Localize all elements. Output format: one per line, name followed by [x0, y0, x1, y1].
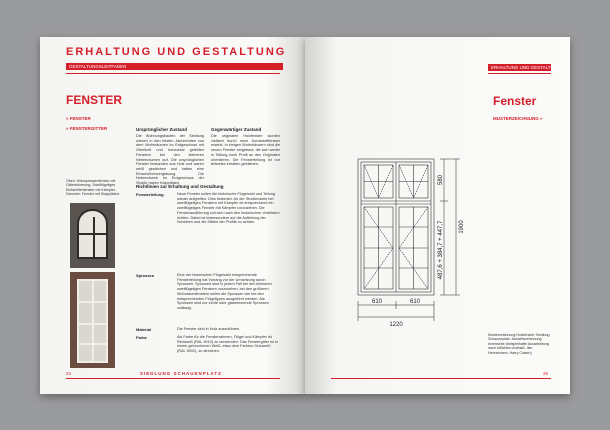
section-rule-right: [488, 73, 551, 74]
photo-caption: Oben: Holzsprossenfenster mit Gittersicherung. Zweiflügeliges Einfamilienfenster mit Kämpfer. Darunter: Fenster mit Klappläden.: [66, 179, 120, 196]
row-label-sprossen: Sprossen: [136, 273, 155, 278]
row-label-fensterteilung: Fensterteilung: [136, 192, 164, 197]
window-technical-drawing: [340, 155, 480, 387]
dim-height-total: 1900: [459, 220, 465, 234]
footer-title: SIEDLUNG SCHAUENPLATZ: [140, 371, 222, 376]
row-label-material: Material: [136, 327, 152, 332]
drawing-caption: Musterzeichnung Holzfenster Siedlung Schauenplatz: Ansichtszeichnung Innenseite (beispielhafte Ausarbeitung nach örtlichem Aufmaß, Ilse Hennemann, Harry Clasen): [488, 333, 550, 355]
row-label-farbe: Farbe: [136, 335, 147, 340]
page-title: ERHALTUNG UND GESTALTUNG: [66, 46, 287, 58]
section-heading-right: Fenster: [493, 94, 537, 108]
open-brochure: [40, 37, 570, 394]
footer-rule-right: [331, 378, 551, 379]
right-page: [305, 37, 570, 394]
link-fenstergitter[interactable]: » FENSTERGITTER: [66, 126, 108, 131]
column-heading-current: Gegenwärtiger Zustand: [211, 127, 262, 132]
guidelines-heading: Richtlinien zur Erhaltung und Gestaltung: [136, 184, 224, 189]
page-number-left: 24: [66, 371, 72, 376]
row-text-material: Die Fenster sind in Holz auszuführen.: [177, 327, 241, 331]
dim-width-right: 610: [409, 299, 421, 305]
column-heading-original: Ursprünglicher Zustand: [136, 127, 188, 132]
row-text-sprossen: Eine der historischen Flügelzahl entsprechende Fensterteilung hat Vorrang vor der Umsetzung durch Sprossen. Sprossen sind in jedem Fall bei den kleineren zweiflügeligen Fenstern vorzusehen, bei den größeren Wohnraumfenstern sollen die Sprossen wie bei den entsprechenden Flügeltypen ausgeführt werden. Als Sprossen sind nur echte oder glastrennende Sprossen zulässig.: [177, 273, 272, 310]
window-photo-top: [70, 203, 115, 268]
section-heading: FENSTER: [66, 93, 123, 107]
dim-height-chain: 487,6 + 384,7 + 447,7: [438, 220, 444, 280]
column-text-current: Die originalen Holzfenster wurden vielfach durch neue Kunststofffenster ersetzt. In einigen Wohnhäusern sind die neuen Fenster eingebaut, die sich weder in Teilung noch Profil an den Originalen orientieren. Die Fensterteilung ist nur teilweise erhalten geblieben.: [211, 134, 280, 167]
column-text-original: Die Wohnungsbauten der Siedlung wiesen in den letzten Jahrzehnten von dem Wohnräumen im Erdgeschoss mit Oberlicht und horizontal geteilten Fenstern bei den kleineren Nebenräumen auf. Die ursprünglichen Fenster bestanden aus Holz und waren weiß gestrichen und hatten eine Einscheibenverglasung. Die Nebenräume im Erdgeschoss der Straße haben Klappläden.: [136, 134, 204, 186]
dim-width-left: 610: [371, 299, 383, 305]
section-bar: GESTALTUNGSLEITFADEN: [66, 63, 283, 70]
window-photo-bottom: [70, 272, 115, 368]
dim-width-total: 1220: [389, 322, 403, 328]
link-musterzeichnung[interactable]: MUSTERZEICHNUNG »: [493, 116, 543, 121]
row-text-fensterteilung: Neue Fenster sollen die historische Flügelzahl und Teilung wieder aufgreifen. Dies bedeutet: An der Straßenseite bei zweiflügeligen Fenstern mit Kämpfer ist entsprechend ein zweiflügeliges Fenster mit Kämpfer vorzusehen. Die Fensterausführung soll sich nach den historischen Vorbildern richten. Dabei ist insbesondere auf die Aufteilung der Scheiben und die Stärke der Profile zu achten.: [177, 192, 280, 225]
section-bar-right: ERHALTUNG UND GESTALTUNG: [488, 64, 551, 71]
footer-rule: [66, 378, 280, 379]
page-number-right: 25: [543, 371, 549, 376]
section-rule: [66, 73, 280, 74]
dim-height-top: 580: [438, 174, 444, 186]
link-fenster[interactable]: » FENSTER: [66, 116, 91, 121]
left-page: [40, 37, 305, 394]
row-text-farbe: Als Farbe für die Fensterrahmen, Flügel und Kämpfer ist Reinweiß (RAL 9010) zu verwenden. Das Fenstergitter ist in einem gebrochenen Weiß, etwa dem Farbton Grauweiß (RAL 9002), zu streichen.: [177, 335, 278, 354]
